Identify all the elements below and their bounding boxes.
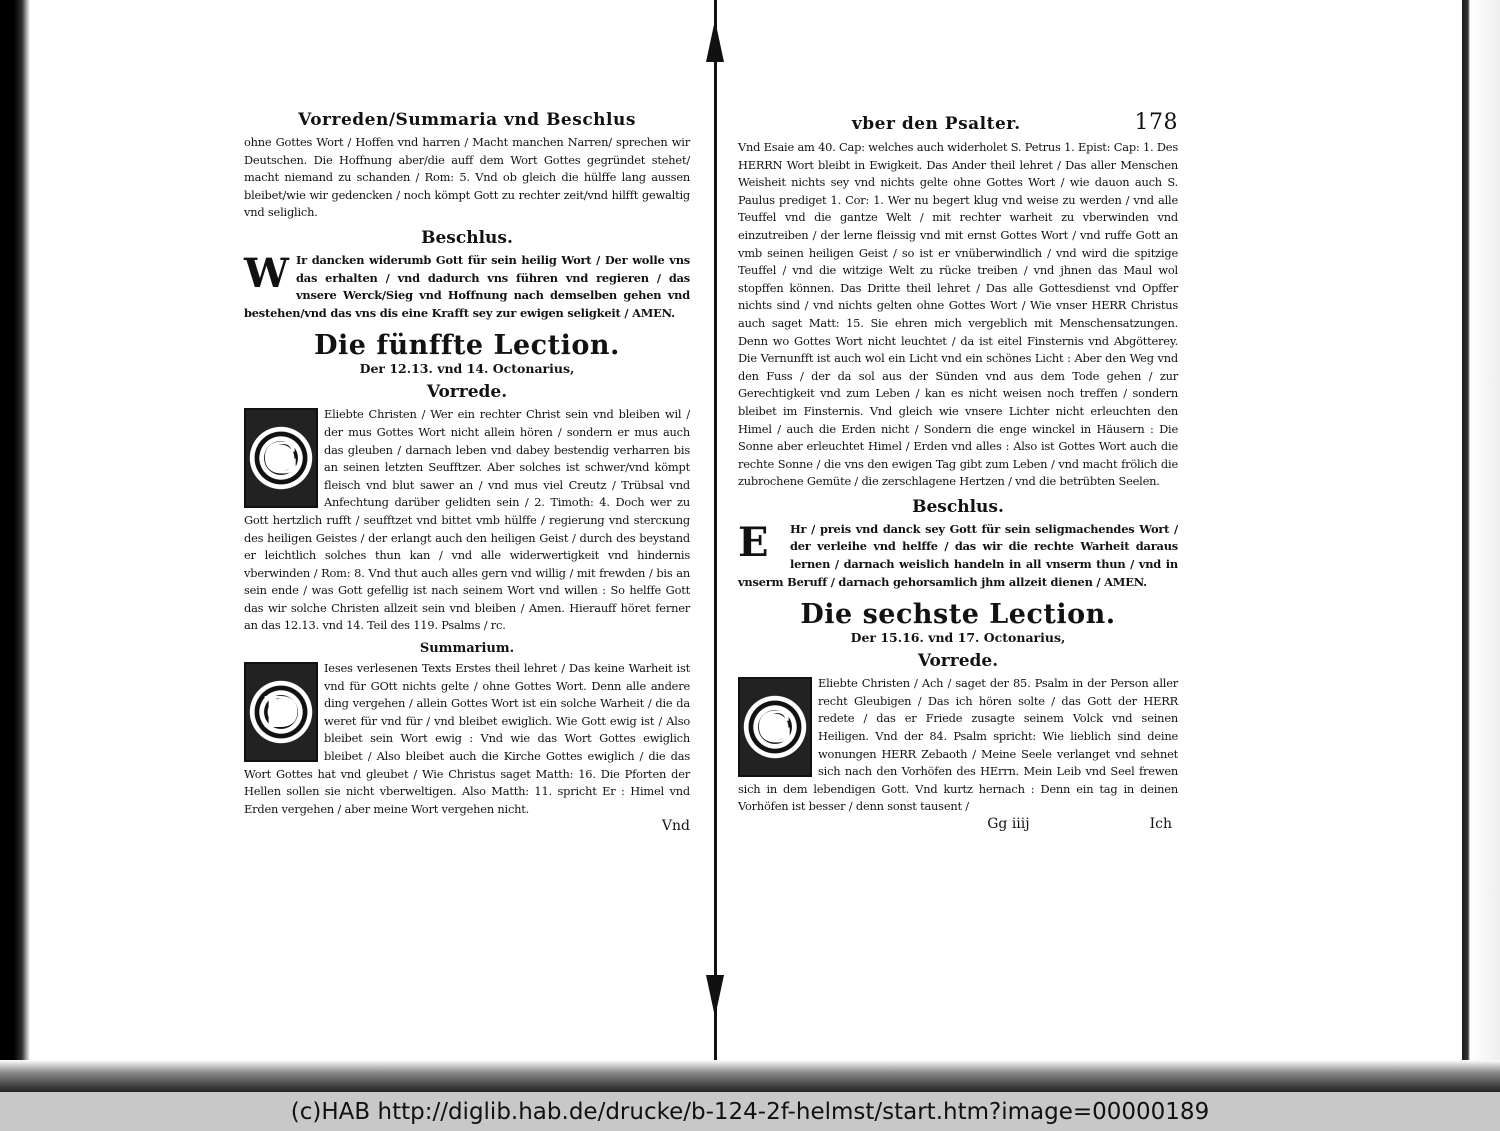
- right-page: [738, 110, 1178, 832]
- right-vorrede-initial: G: [738, 677, 812, 777]
- scan-left-edge: [0, 0, 30, 1092]
- left-vorrede-initial: G: [244, 408, 318, 508]
- right-vorrede-paragraph: [738, 675, 1178, 816]
- left-catchword: Vnd: [661, 818, 690, 835]
- left-summarium-initial: D: [244, 662, 318, 762]
- left-beschluss-text: Ir dancken widerumb Gott für sein heilig Wort / Der wolle vns das erhalten / vnd dadurch vns führen vnd regieren / das vnsere Werck/Sieg vnd Hoffnung nach demselben gehen vnd bestehen/vnd das vns dis eine Krafft sey zur ewigen seligkeit / AMEN.: [244, 252, 690, 320]
- right-vorrede-text: Eliebte Christen / Ach / saget der 85. Psalm in der Person aller recht Gleubigen / Das ich hören solte / das Gott der HERR redete / das er Friede zusagte seinem Volck vnd seinen Heiligen. Vnd der 84. Psalm spricht: Wie lieblich sind deine wonungen HERR Zebaoth / Meine Seele verlanget vnd sehnet sich nach den Vorhöfen des HErrn. Mein Leib vnd Seel frewen sich in dem lebendigen Gott. Vnd kurtz hernach : Denn ein tag in deinen Vorhöfen ist besser / denn sonst tausent /: [738, 676, 1178, 814]
- right-beschluss-initial: E: [738, 523, 784, 565]
- right-vorrede-heading: Vorrede.: [917, 651, 999, 672]
- right-running-head: vber den Psalter.: [851, 114, 1021, 134]
- left-page: [244, 110, 690, 834]
- left-running-head: Vorreden/Summaria vnd Beschlus: [298, 110, 636, 130]
- right-running-head-row: [738, 110, 1178, 135]
- book-gutter: [714, 0, 717, 1060]
- right-intro-text: Vnd Esaie am 40. Cap: welches auch widerholet S. Petrus 1. Epist: Cap: 1. Des HERRN Wort bleibt in Ewigkeit. Das Ander theil lehret / Das aller Menschen Weisheit nichts sey vnd nichts gelte ohne Gottes Wort / wie dauon auch S. Paulus prediget 1. Cor: 1. Wer nu begert klug vnd weise zu werden / vnd alle Teuffel vnd die gantze Welt / mit rechter warheit zu vberwinden vnd einzutreiben / der lerne fleissig vnd mit ernst Gottes Wort / vnd ruffe Gott an vmb seinen heiligen Geist / so ist er vnüberwindlich / vnd wird die spitzige Teuffel / vnd die witzige Welt zu rücke treiben / vnd jhnen das Maul wol stopffen können. Das Dritte theil lehret / Das alle Gottesdienst vnd Opffer nichts sind / vnd nichts gelten ohne Gottes Wort / Wie vnser HERR Christus auch saget Matt: 15. Sie ehren mich vergeblich mit Menschensatzungen. Denn wo Gottes Wort nicht leuchtet / da ist eitel Finsternis vnd Abgötterey. Die Vernunfft ist auch wol ein Licht vnd ein schönes Licht : Aber den Weg vnd den Fuss / der da sol aus der Sünden vnd aus dem Tode gehen / zur Gerechtigkeit vnd zum Leben / kan es nicht weisen noch treffen / sondern bleibet im Finsternis. Vnd gleich wie vnsere Lichter nicht erleuchten den Himel / auch die Erden nicht / Sondern die enge winckel in Häusern : Die Sonne aber erleuchtet Himel / Erden vnd alles : Also ist Gottes Wort auch die rechte Sonne / die vns den ewigen Tag gibt zum Leben / vnd macht frölich die zubrochene Gemüte / die zerschlagene Hertzen / vnd die betrübten Seelen.: [738, 140, 1178, 489]
- gutter-arrow-bottom-icon: [706, 975, 724, 1017]
- right-lection-subtitle: Der 15.16. vnd 17. Octonarius,: [850, 630, 1066, 646]
- left-lection-subtitle: Der 12.13. vnd 14. Octonarius,: [359, 361, 575, 377]
- left-summarium-paragraph: [244, 660, 690, 818]
- right-beschluss-text: Hr / preis vnd danck sey Gott für sein seligmachendes Wort / der verleihe vnd helffe / das wir die rechte Warheit daraus lernen / darnach weislich handeln in all vnserm thun / vnd in vnserm Beruff / darnach gehorsamlich jhm allzeit dienen / AMEN.: [738, 521, 1178, 589]
- right-signature-mark: Gg iiij: [987, 816, 1030, 832]
- left-beschluss-heading: Beschlus.: [421, 227, 513, 248]
- scan-right-edge: [1462, 0, 1500, 1092]
- left-signature-line: [244, 818, 690, 834]
- right-catchword: Ich: [1149, 816, 1172, 832]
- right-signature-line: [738, 816, 1178, 832]
- left-summarium-heading: Summarium.: [419, 641, 515, 657]
- left-lection-title: Die fünffte Lection.: [314, 330, 620, 362]
- left-vorrede-heading: Vorrede.: [426, 382, 508, 403]
- left-beschluss-paragraph: [244, 249, 690, 322]
- right-lection-title: Die sechste Lection.: [800, 599, 1116, 631]
- right-beschluss-paragraph: [738, 518, 1178, 591]
- left-intro-text: ohne Gottes Wort / Hoffen vnd harren / Macht manchen Narren/ sprechen wir Deutschen. Die Hoffnung aber/die auff dem Wort Gottes gegründet stehet/ macht niemand zu schanden / Rom: 5. Vnd ob gleich die hülffe lang aussen bleibet/wie wir gedencken / noch kömpt Gott zu rechter zeit/vnd hilfft gewaltig vnd seliglich.: [244, 135, 690, 220]
- gutter-arrow-top-icon: [706, 20, 724, 62]
- left-vorrede-text: Eliebte Christen / Wer ein rechter Christ sein vnd bleiben wil / der mus Gottes Wort nicht allein hören / sondern er mus auch das gleuben / darnach leben vnd dabey bestendig verharren bis an seinen letzten Seufftzer. Aber solches ist schwer/vnd kömpt fleisch vnd blut sawer an / vnd mus viel Creutz / Trübsal vnd Anfechtung darüber gelidten sein / 2. Timoth: 4. Doch wer zu Gott hertzlich rufft / seufftzet vnd bittet vmb hülffe / regierung vnd stercкung des heiligen Geistes / der erlangt auch den heiligen Geist / durch des beystand er leichtlich solches thun kan / vnd alle widerwertigkeit vnd hindernis vberwinden / Rom: 8. Vnd thut auch alles gern vnd willig / mit frewden / bis an sein ende / was Gott gefellig ist nach seinem Wort vnd willen : So helffe Gott das wir solche Christen allzeit sein vnd bleiben / Amen. Hierauff höret ferner an das 12.13. vnd 14. Teil des 119. Psalms / rc.: [244, 407, 690, 633]
- left-beschluss-initial: W: [244, 249, 289, 297]
- left-summarium-text: Ieses verlesenen Texts Erstes theil lehret / Das keine Warheit ist vnd für GOtt nichts gelte / ohne Gottes Wort. Denn alle andere ding vergehen / allein Gottes Wort ist ein solche Warheit / die da weret für vnd für / vnd bleibet ewiglich. Wie Gott ewig ist / Also bleibet sein Wort ewig : Vnd wie das Wort Gottes ewiglich bleibet / Also bleibet auch die Kirche Gottes ewiglich / die das Wort Gottes hat vnd gleubet / Wie Christus saget Matth: 16. Die Pforten der Hellen sollen sie nicht vberweltigen. Also Matth: 11. spricht Er : Himel vnd Erden vergehen / aber meine Wort vergehen nicht.: [244, 661, 690, 816]
- scan-bottom-edge: [0, 1060, 1500, 1092]
- copyright-footer: (c)HAB http://diglib.hab.de/drucke/b-124-2f-helmst/start.htm?image=00000189: [0, 1092, 1500, 1131]
- right-beschluss-heading: Beschlus.: [912, 496, 1004, 517]
- left-vorrede-paragraph: [244, 406, 690, 635]
- right-folio: 178: [1134, 110, 1178, 135]
